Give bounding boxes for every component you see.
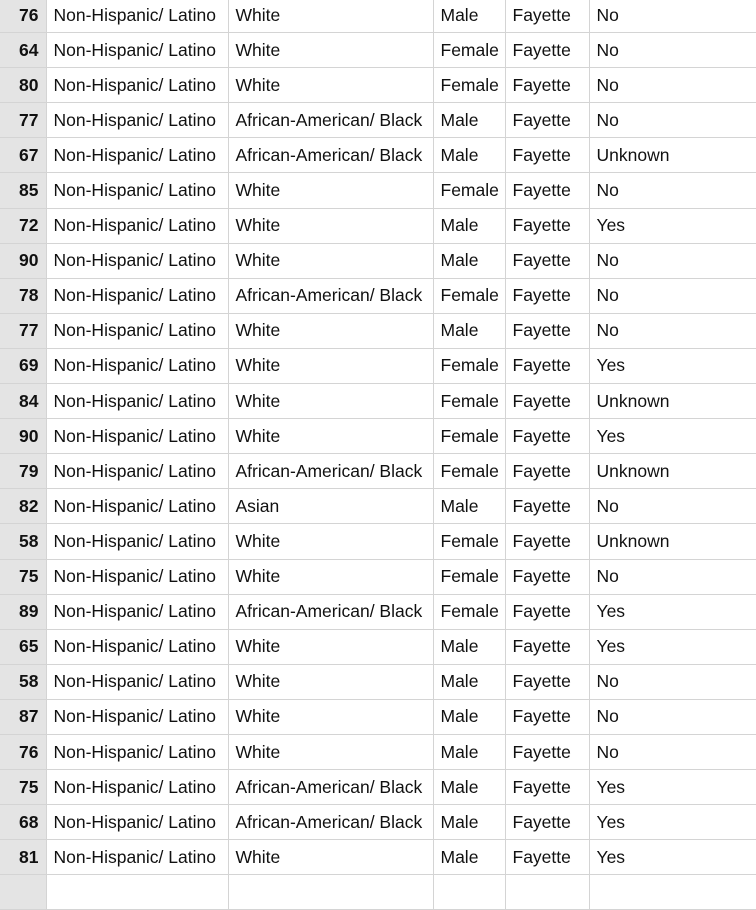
cell-status[interactable]: Unknown (589, 524, 756, 559)
table-row (0, 278, 756, 313)
cell-ethnicity[interactable]: Non-Hispanic/ Latino (46, 243, 228, 278)
cell-status[interactable]: No (589, 313, 756, 348)
cell-age[interactable]: 84 (0, 384, 46, 419)
cell-ethnicity[interactable]: Non-Hispanic/ Latino (46, 103, 228, 138)
cell-county[interactable]: Fayette (505, 840, 589, 875)
cell-age[interactable] (0, 875, 46, 910)
cell-age[interactable]: 89 (0, 594, 46, 629)
cell-county[interactable]: Fayette (505, 629, 589, 664)
cell-sex[interactable]: Male (433, 243, 505, 278)
cell-race[interactable]: White (228, 734, 433, 769)
cell-sex[interactable]: Female (433, 559, 505, 594)
cell-county[interactable]: Fayette (505, 419, 589, 454)
cell-age[interactable]: 58 (0, 664, 46, 699)
cell-status[interactable]: No (589, 173, 756, 208)
cell-race[interactable]: White (228, 208, 433, 243)
cell-sex[interactable]: Male (433, 664, 505, 699)
cell-ethnicity[interactable]: Non-Hispanic/ Latino (46, 734, 228, 769)
cell-sex[interactable]: Male (433, 770, 505, 805)
cell-race[interactable]: White (228, 419, 433, 454)
table-row (0, 559, 756, 594)
table-row (0, 454, 756, 489)
cell-age[interactable]: 75 (0, 559, 46, 594)
table-row (0, 68, 756, 103)
cell-sex[interactable]: Female (433, 348, 505, 383)
cell-sex[interactable]: Male (433, 805, 505, 840)
cell-sex[interactable]: Female (433, 419, 505, 454)
cell-county[interactable]: Fayette (505, 313, 589, 348)
cell-ethnicity[interactable]: Non-Hispanic/ Latino (46, 559, 228, 594)
cell-sex[interactable]: Male (433, 313, 505, 348)
cell-ethnicity[interactable]: Non-Hispanic/ Latino (46, 805, 228, 840)
table-row (0, 173, 756, 208)
table-row (0, 805, 756, 840)
cell-race[interactable]: Asian (228, 489, 433, 524)
table-row (0, 524, 756, 559)
cell-status[interactable]: Unknown (589, 454, 756, 489)
cell-sex[interactable]: Female (433, 278, 505, 313)
cell-status[interactable]: No (589, 103, 756, 138)
cell-ethnicity[interactable] (46, 875, 228, 910)
cell-sex[interactable]: Female (433, 384, 505, 419)
cell-status[interactable]: Yes (589, 629, 756, 664)
cell-race[interactable]: White (228, 384, 433, 419)
cell-race[interactable]: White (228, 559, 433, 594)
cell-sex[interactable]: Male (433, 0, 505, 33)
table-row (0, 489, 756, 524)
cell-race[interactable]: African-American/ Black (228, 770, 433, 805)
cell-sex[interactable]: Male (433, 138, 505, 173)
cell-status[interactable]: Yes (589, 594, 756, 629)
cell-race[interactable]: African-American/ Black (228, 454, 433, 489)
cell-race[interactable]: White (228, 840, 433, 875)
cell-age[interactable]: 80 (0, 68, 46, 103)
cell-status[interactable]: No (589, 278, 756, 313)
cell-county[interactable]: Fayette (505, 594, 589, 629)
cell-age[interactable]: 69 (0, 348, 46, 383)
cell-status[interactable] (589, 875, 756, 910)
table-row (0, 875, 756, 910)
cell-status[interactable]: No (589, 664, 756, 699)
table-row (0, 243, 756, 278)
cell-ethnicity[interactable]: Non-Hispanic/ Latino (46, 348, 228, 383)
cell-sex[interactable]: Female (433, 594, 505, 629)
cell-county[interactable]: Fayette (505, 524, 589, 559)
cell-race[interactable]: White (228, 33, 433, 68)
cell-county[interactable]: Fayette (505, 243, 589, 278)
cell-race[interactable]: White (228, 243, 433, 278)
cell-age[interactable]: 76 (0, 734, 46, 769)
cell-status[interactable]: Yes (589, 208, 756, 243)
cell-ethnicity[interactable]: Non-Hispanic/ Latino (46, 384, 228, 419)
cell-county[interactable]: Fayette (505, 278, 589, 313)
cell-status[interactable]: Yes (589, 805, 756, 840)
table-row (0, 348, 756, 383)
cell-age[interactable]: 72 (0, 208, 46, 243)
cell-race[interactable]: African-American/ Black (228, 138, 433, 173)
cell-ethnicity[interactable]: Non-Hispanic/ Latino (46, 629, 228, 664)
cell-county[interactable]: Fayette (505, 805, 589, 840)
cell-status[interactable]: Unknown (589, 138, 756, 173)
table-row (0, 770, 756, 805)
cell-sex[interactable]: Female (433, 454, 505, 489)
cell-age[interactable]: 90 (0, 419, 46, 454)
cell-ethnicity[interactable]: Non-Hispanic/ Latino (46, 138, 228, 173)
cell-age[interactable]: 64 (0, 33, 46, 68)
cell-sex[interactable]: Male (433, 840, 505, 875)
cell-sex[interactable]: Male (433, 734, 505, 769)
cell-race[interactable]: White (228, 664, 433, 699)
table-row (0, 419, 756, 454)
cell-county[interactable]: Fayette (505, 734, 589, 769)
cell-status[interactable]: Yes (589, 840, 756, 875)
cell-age[interactable]: 68 (0, 805, 46, 840)
cell-sex[interactable]: Female (433, 33, 505, 68)
cell-race[interactable]: African-American/ Black (228, 594, 433, 629)
cell-status[interactable]: No (589, 699, 756, 734)
table-row (0, 594, 756, 629)
cell-race[interactable]: African-American/ Black (228, 805, 433, 840)
cell-age[interactable]: 76 (0, 0, 46, 33)
cell-ethnicity[interactable]: Non-Hispanic/ Latino (46, 208, 228, 243)
cell-ethnicity[interactable]: Non-Hispanic/ Latino (46, 840, 228, 875)
cell-county[interactable]: Fayette (505, 348, 589, 383)
cell-ethnicity[interactable]: Non-Hispanic/ Latino (46, 524, 228, 559)
cell-race[interactable]: White (228, 313, 433, 348)
cell-race[interactable]: African-American/ Black (228, 278, 433, 313)
cell-age[interactable]: 77 (0, 103, 46, 138)
cell-sex[interactable]: Male (433, 699, 505, 734)
cell-ethnicity[interactable]: Non-Hispanic/ Latino (46, 173, 228, 208)
cell-age[interactable]: 75 (0, 770, 46, 805)
table-row (0, 138, 756, 173)
cell-status[interactable]: No (589, 489, 756, 524)
cell-county[interactable]: Fayette (505, 208, 589, 243)
table-row (0, 208, 756, 243)
table-row (0, 629, 756, 664)
cell-sex[interactable]: Male (433, 489, 505, 524)
cell-county[interactable]: Fayette (505, 559, 589, 594)
cell-sex[interactable]: Male (433, 629, 505, 664)
cell-sex[interactable]: Female (433, 524, 505, 559)
cell-race[interactable]: African-American/ Black (228, 103, 433, 138)
cell-race[interactable] (228, 875, 433, 910)
cell-age[interactable]: 87 (0, 699, 46, 734)
cell-county[interactable]: Fayette (505, 384, 589, 419)
table-row (0, 103, 756, 138)
cell-race[interactable]: White (228, 348, 433, 383)
cell-age[interactable]: 81 (0, 840, 46, 875)
cell-status[interactable]: No (589, 68, 756, 103)
cell-age[interactable]: 90 (0, 243, 46, 278)
table-row (0, 33, 756, 68)
cell-ethnicity[interactable]: Non-Hispanic/ Latino (46, 454, 228, 489)
cell-age[interactable]: 78 (0, 278, 46, 313)
cell-race[interactable]: White (228, 699, 433, 734)
cell-age[interactable]: 85 (0, 173, 46, 208)
cell-status[interactable]: Unknown (589, 384, 756, 419)
cell-county[interactable]: Fayette (505, 489, 589, 524)
cell-ethnicity[interactable]: Non-Hispanic/ Latino (46, 0, 228, 33)
cell-county[interactable]: Fayette (505, 699, 589, 734)
cell-county[interactable]: Fayette (505, 138, 589, 173)
table-row (0, 384, 756, 419)
cell-ethnicity[interactable]: Non-Hispanic/ Latino (46, 313, 228, 348)
cell-ethnicity[interactable]: Non-Hispanic/ Latino (46, 33, 228, 68)
cell-race[interactable]: White (228, 629, 433, 664)
cell-sex[interactable]: Female (433, 68, 505, 103)
cell-county[interactable]: Fayette (505, 770, 589, 805)
cell-ethnicity[interactable]: Non-Hispanic/ Latino (46, 419, 228, 454)
table-row (0, 313, 756, 348)
cell-ethnicity[interactable]: Non-Hispanic/ Latino (46, 664, 228, 699)
cell-race[interactable]: White (228, 524, 433, 559)
cell-age[interactable]: 58 (0, 524, 46, 559)
cell-ethnicity[interactable]: Non-Hispanic/ Latino (46, 770, 228, 805)
cell-county[interactable]: Fayette (505, 454, 589, 489)
cell-age[interactable]: 67 (0, 138, 46, 173)
cell-status[interactable]: No (589, 243, 756, 278)
cell-status[interactable]: No (589, 0, 756, 33)
table-row (0, 664, 756, 699)
cell-race[interactable]: White (228, 173, 433, 208)
cell-county[interactable]: Fayette (505, 68, 589, 103)
cell-status[interactable]: No (589, 33, 756, 68)
cell-county[interactable]: Fayette (505, 664, 589, 699)
cell-ethnicity[interactable]: Non-Hispanic/ Latino (46, 68, 228, 103)
cell-county[interactable]: Fayette (505, 33, 589, 68)
cell-status[interactable]: No (589, 559, 756, 594)
cell-county[interactable]: Fayette (505, 0, 589, 33)
cell-county[interactable]: Fayette (505, 103, 589, 138)
cell-age[interactable]: 79 (0, 454, 46, 489)
cell-age[interactable]: 77 (0, 313, 46, 348)
cell-status[interactable]: Yes (589, 348, 756, 383)
cell-status[interactable]: Yes (589, 419, 756, 454)
table-row (0, 699, 756, 734)
table-row (0, 840, 756, 875)
cell-ethnicity[interactable]: Non-Hispanic/ Latino (46, 699, 228, 734)
cell-ethnicity[interactable]: Non-Hispanic/ Latino (46, 489, 228, 524)
table-row (0, 734, 756, 769)
cell-county[interactable] (505, 875, 589, 910)
table-row (0, 0, 756, 33)
cell-sex[interactable]: Male (433, 208, 505, 243)
cell-sex[interactable]: Male (433, 103, 505, 138)
cell-age[interactable]: 65 (0, 629, 46, 664)
cell-sex[interactable]: Female (433, 173, 505, 208)
cell-age[interactable]: 82 (0, 489, 46, 524)
cell-ethnicity[interactable]: Non-Hispanic/ Latino (46, 594, 228, 629)
cell-ethnicity[interactable]: Non-Hispanic/ Latino (46, 278, 228, 313)
cell-sex[interactable] (433, 875, 505, 910)
cell-status[interactable]: No (589, 734, 756, 769)
cell-race[interactable]: White (228, 68, 433, 103)
cell-county[interactable]: Fayette (505, 173, 589, 208)
cell-race[interactable]: White (228, 0, 433, 33)
cell-status[interactable]: Yes (589, 770, 756, 805)
